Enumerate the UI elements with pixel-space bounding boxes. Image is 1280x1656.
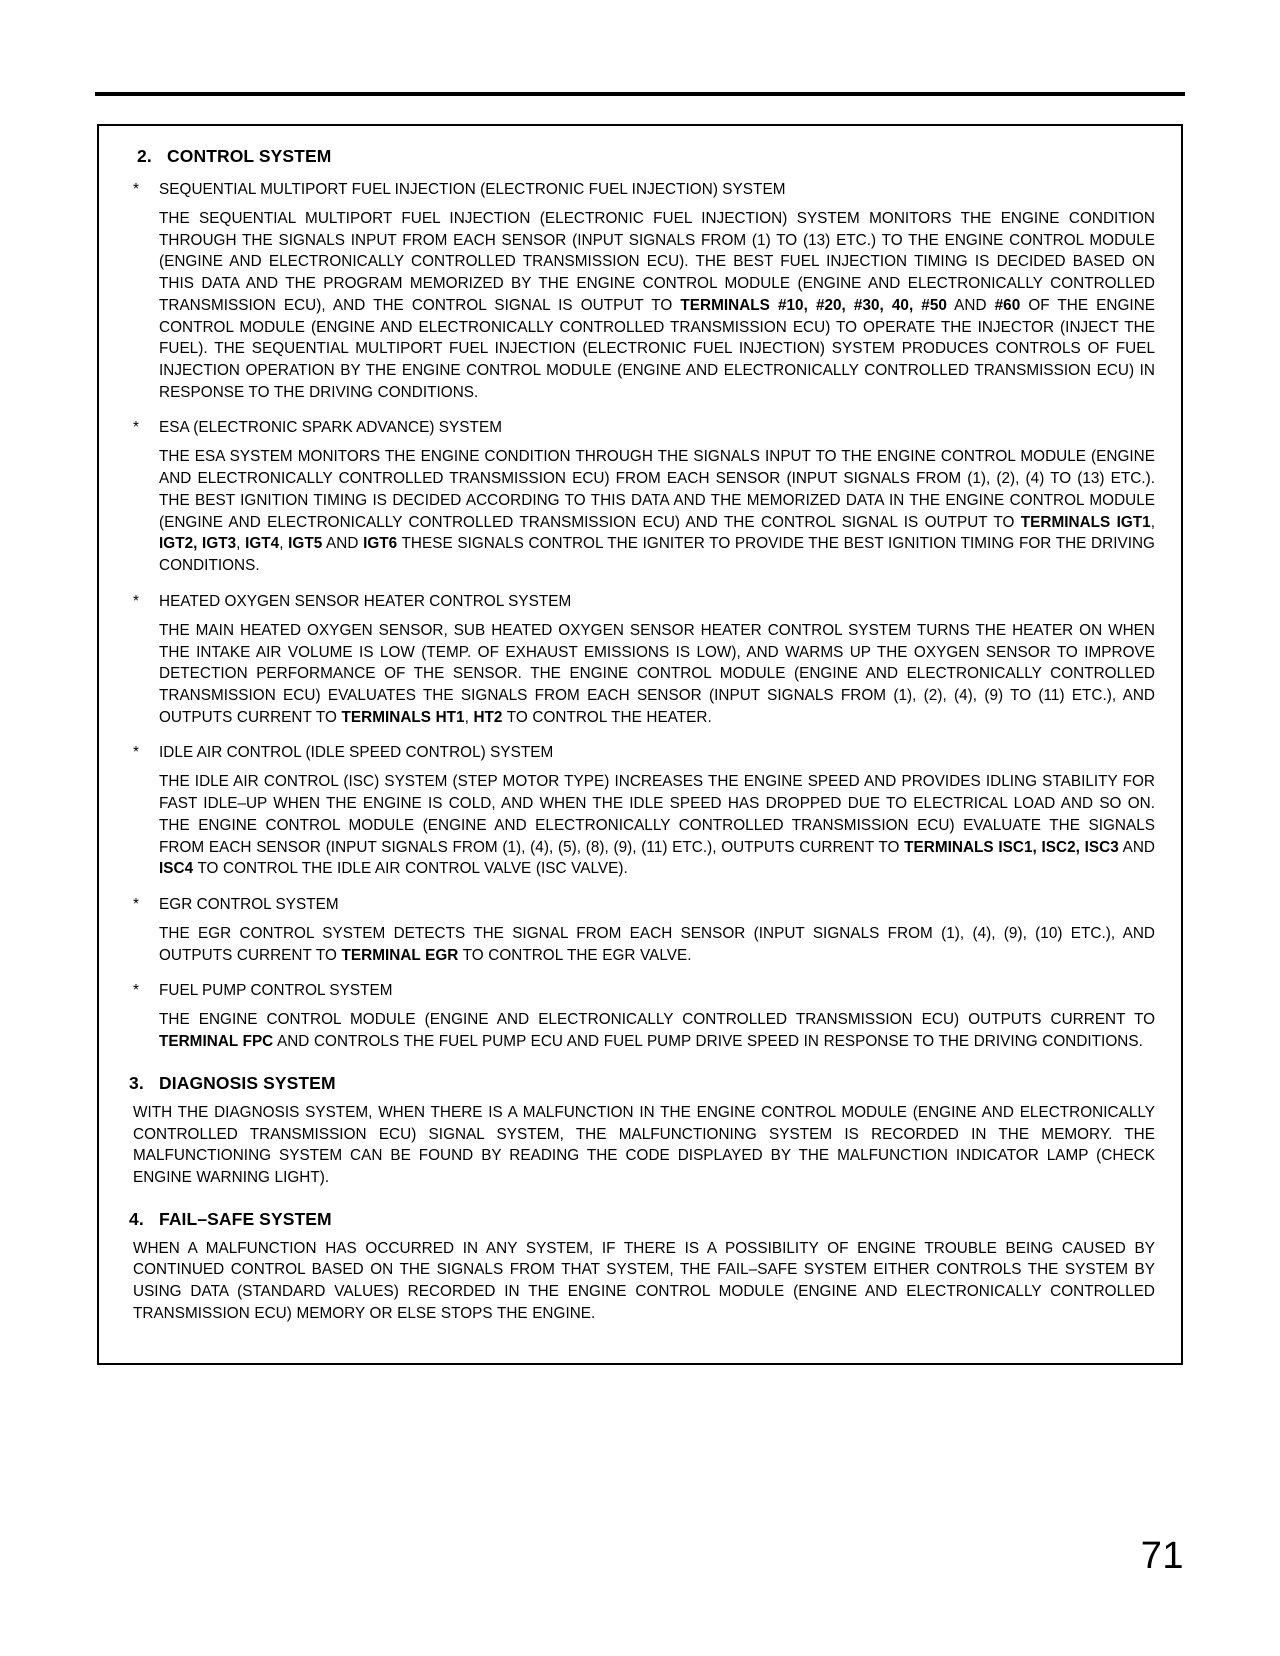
bullet-esa-system <box>125 419 1155 437</box>
page-number: 71 <box>1140 1535 1184 1577</box>
section-number: 3. <box>129 1072 144 1093</box>
section-heading-diagnosis-system <box>129 1073 1155 1094</box>
bullet-label: IDLE AIR CONTROL (IDLE SPEED CONTROL) SYSTEM <box>159 744 554 762</box>
bullet-star-icon: * <box>133 419 140 437</box>
bullet-star-icon: * <box>133 895 140 913</box>
section-title: FAIL–SAFE SYSTEM <box>159 1208 332 1229</box>
bullet-star-icon: * <box>133 982 140 1000</box>
bullet-fuel-pump-control <box>125 982 1155 1000</box>
paragraph-fuel-pump-control: THE ENGINE CONTROL MODULE (ENGINE AND ELECTRONICALLY CONTROLLED TRANSMISSION ECU) OUTPUTS CURRENT TO TERMINAL FPC AND CONTROLS THE FUEL PUMP ECU AND FUEL PUMP DRIVE SPEED IN RESPONSE TO THE DRIVING CONDITIONS. <box>159 1011 1155 1051</box>
paragraph-idle-air-control: THE IDLE AIR CONTROL (ISC) SYSTEM (STEP MOTOR TYPE) INCREASES THE ENGINE SPEED AND PROVIDES IDLING STABILITY FOR FAST IDLE–UP WHEN THE ENGINE IS COLD, AND WHEN THE IDLE SPEED HAS DROPPED DUE TO ELECTRICAL LOAD AND SO ON. THE ENGINE CONTROL MODULE (ENGINE AND ELECTRONICALLY CONTROLLED TRANSMISSION ECU) EVALUATE THE SIGNALS FROM EACH SENSOR (INPUT SIGNALS FROM (1), (4), (5), (8), (9), (11) ETC.), OUTPUTS CURRENT TO TERMINALS ISC1, ISC2, ISC3 AND ISC4 TO CONTROL THE IDLE AIR CONTROL VALVE (ISC VALVE). <box>159 773 1155 878</box>
paragraph-diagnosis-system: WITH THE DIAGNOSIS SYSTEM, WHEN THERE IS A MALFUNCTION IN THE ENGINE CONTROL MODULE (ENGINE AND ELECTRONICALLY CONTROLLED TRANSMISSION ECU) SIGNAL SYSTEM, THE MALFUNCTIONING SYSTEM IS RECORDED IN THE MEMORY. THE MALFUNCTIONING SYSTEM CAN BE FOUND BY READING THE CODE DISPLAYED BY THE MALFUNCTION INDICATOR LAMP (CHECK ENGINE WARNING LIGHT). <box>133 1103 1155 1186</box>
section-title: CONTROL SYSTEM <box>167 146 332 166</box>
bullet-idle-air-control <box>125 744 1155 762</box>
paragraph-heated-oxygen-sensor-heater-control: THE MAIN HEATED OXYGEN SENSOR, SUB HEATED OXYGEN SENSOR HEATER CONTROL SYSTEM TURNS THE HEATER ON WHEN THE INTAKE AIR VOLUME IS LOW (TEMP. OF EXHAUST EMISSIONS IS LOW), AND WARMS UP THE OXYGEN SENSOR TO IMPROVE DETECTION PERFORMANCE OF THE SENSOR. THE ENGINE CONTROL MODULE (ENGINE AND ELECTRONICALLY CONTROLLED TRANSMISSION ECU) EVALUATES THE SIGNALS FROM EACH SENSOR (INPUT SIGNALS FROM (1), (2), (4), (9) TO (11) ETC.), AND OUTPUTS CURRENT TO TERMINALS HT1, HT2 TO CONTROL THE HEATER. <box>159 621 1155 726</box>
section-number: 4. <box>129 1208 144 1229</box>
section-heading-fail-safe-system <box>129 1209 1155 1230</box>
section-heading-control-system <box>137 146 1155 167</box>
bullet-label: ESA (ELECTRONIC SPARK ADVANCE) SYSTEM <box>159 419 502 437</box>
bullet-egr-control <box>125 896 1155 914</box>
paragraph-fail-safe-system: WHEN A MALFUNCTION HAS OCCURRED IN ANY SYSTEM, IF THERE IS A POSSIBILITY OF ENGINE TROUBLE BEING CAUSED BY CONTINUED CONTROL BASED ON THE SIGNALS FROM THAT SYSTEM, THE FAIL–SAFE SYSTEM EITHER CONTROLS THE SYSTEM BY USING DATA (STANDARD VALUES) RECORDED IN THE ENGINE CONTROL MODULE (ENGINE AND ELECTRONICALLY CONTROLLED TRANSMISSION ECU) MEMORY OR ELSE STOPS THE ENGINE. <box>133 1239 1155 1322</box>
content-box <box>97 124 1183 1365</box>
section-number: 2. <box>137 146 152 166</box>
paragraph-esa-system: THE ESA SYSTEM MONITORS THE ENGINE CONDITION THROUGH THE SIGNALS INPUT TO THE ENGINE CONTROL MODULE (ENGINE AND ELECTRONICALLY CONTROLLED TRANSMISSION ECU) FROM EACH SENSOR (INPUT SIGNALS FROM (1), (2), (4) TO (13) ETC.). THE BEST IGNITION TIMING IS DECIDED ACCORDING TO THIS DATA AND THE MEMORIZED DATA IN THE ENGINE CONTROL MODULE (ENGINE AND ELECTRONICALLY CONTROLLED TRANSMISSION ECU) AND THE CONTROL SIGNAL IS OUTPUT TO TERMINALS IGT1, IGT2, IGT3, IGT4, IGT5 AND IGT6 THESE SIGNALS CONTROL THE IGNITER TO PROVIDE THE BEST IGNITION TIMING FOR THE DRIVING CONDITIONS. <box>159 448 1155 575</box>
bullet-sequential-multiport-fuel-injection <box>125 181 1155 199</box>
section-title: DIAGNOSIS SYSTEM <box>159 1072 336 1093</box>
bullet-star-icon: * <box>133 592 140 610</box>
bullet-label: FUEL PUMP CONTROL SYSTEM <box>159 982 393 1000</box>
paragraph-egr-control: THE EGR CONTROL SYSTEM DETECTS THE SIGNAL FROM EACH SENSOR (INPUT SIGNALS FROM (1), (4), (9), (10) ETC.), AND OUTPUTS CURRENT TO TERMINAL EGR TO CONTROL THE EGR VALVE. <box>159 924 1155 964</box>
bullet-label: HEATED OXYGEN SENSOR HEATER CONTROL SYSTEM <box>159 592 572 610</box>
paragraph-sequential-multiport-fuel-injection: THE SEQUENTIAL MULTIPORT FUEL INJECTION (ELECTRONIC FUEL INJECTION) SYSTEM MONITORS THE ENGINE CONDITION THROUGH THE SIGNALS INPUT FROM EACH SENSOR (INPUT SIGNALS FROM (1) TO (13) ETC.) TO THE ENGINE CONTROL MODULE (ENGINE AND ELECTRONICALLY CONTROLLED TRANSMISSION ECU). THE BEST FUEL INJECTION TIMING IS DECIDED BASED ON THIS DATA AND THE PROGRAM MEMORIZED BY THE ENGINE CONTROL MODULE (ENGINE AND ELECTRONICALLY CONTROLLED TRANSMISSION ECU), AND THE CONTROL SIGNAL IS OUTPUT TO TERMINALS #10, #20, #30, 40, #50 AND #60 OF THE ENGINE CONTROL MODULE (ENGINE AND ELECTRONICALLY CONTROLLED TRANSMISSION ECU) TO OPERATE THE INJECTOR (INJECT THE FUEL). THE SEQUENTIAL MULTIPORT FUEL INJECTION (ELECTRONIC FUEL INJECTION) SYSTEM PRODUCES CONTROLS OF FUEL INJECTION OPERATION BY THE ENGINE CONTROL MODULE (ENGINE AND ELECTRONICALLY CONTROLLED TRANSMISSION ECU) IN RESPONSE TO THE DRIVING CONDITIONS. <box>159 210 1156 401</box>
bullet-label: EGR CONTROL SYSTEM <box>159 895 339 913</box>
header-rule <box>95 92 1185 96</box>
bullet-label: SEQUENTIAL MULTIPORT FUEL INJECTION (ELECTRONIC FUEL INJECTION) SYSTEM <box>159 181 786 198</box>
bullet-star-icon: * <box>133 181 140 198</box>
bullet-star-icon: * <box>133 744 140 762</box>
bullet-heated-oxygen-sensor-heater-control <box>125 593 1155 611</box>
